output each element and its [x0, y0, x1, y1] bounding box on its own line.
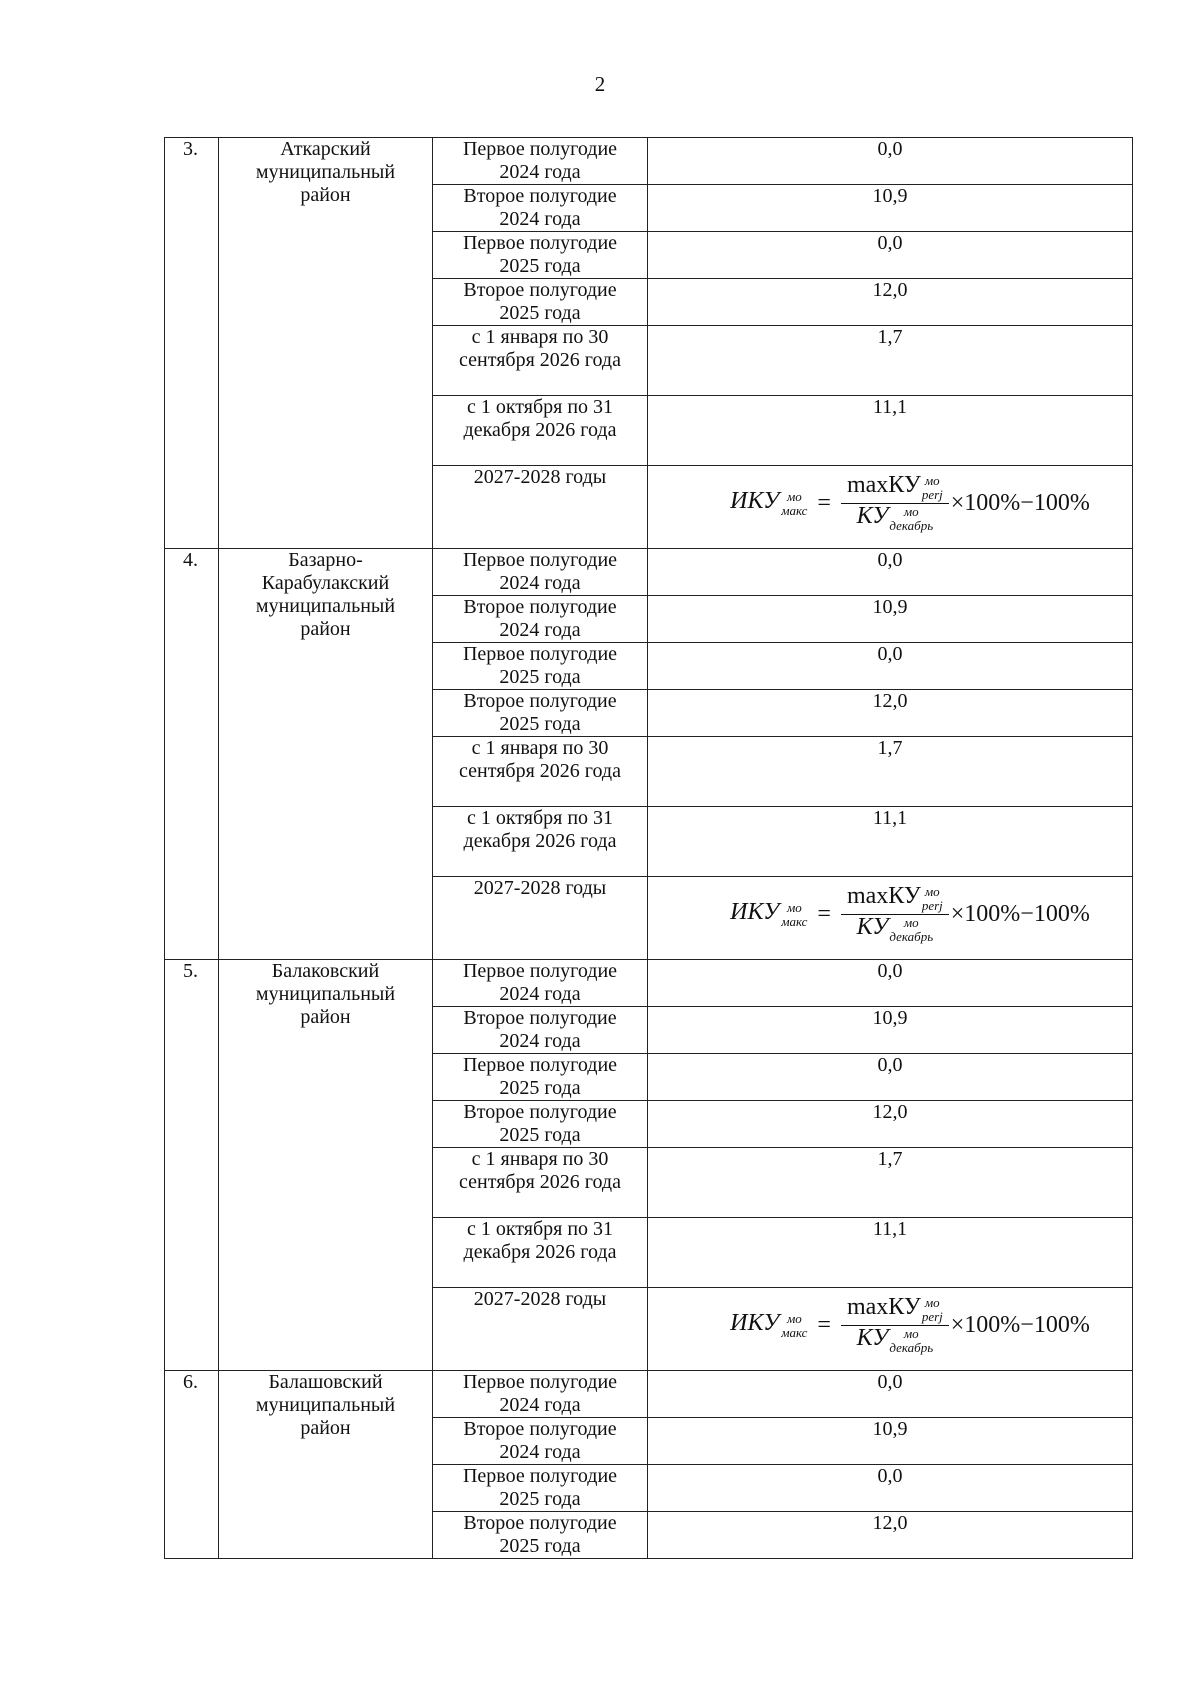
- increase-value: 0,0: [877, 138, 903, 160]
- value-cell: [648, 596, 1133, 643]
- value-cell: [648, 549, 1133, 596]
- period-cell: [433, 232, 648, 279]
- row-number: 4.: [165, 549, 219, 960]
- formula-denominator-sub: декабрь: [889, 929, 934, 944]
- period-label: Первое полугодие 2025 года: [462, 1054, 618, 1099]
- value-cell: [648, 877, 1133, 960]
- formula-numerator-sup: мо: [924, 473, 940, 488]
- period-cell: [433, 1148, 648, 1218]
- value-cell: [648, 1465, 1133, 1512]
- formula-denominator: КУ: [856, 914, 889, 940]
- value-cell: [648, 232, 1133, 279]
- period-label: Первое полугодие 2024 года: [462, 138, 618, 183]
- increase-value: 12,0: [872, 690, 908, 712]
- period-label: 2027-2028 годы: [473, 877, 607, 899]
- period-cell: [433, 1054, 648, 1101]
- increase-value: 11,1: [872, 1218, 908, 1240]
- formula-numerator-sub: perj: [921, 1309, 943, 1324]
- formula-tail: ×100%−100%: [950, 1312, 1090, 1338]
- formula-fraction: [841, 1296, 949, 1355]
- increase-value: 0,0: [877, 643, 903, 665]
- period-label: Первое полугодие 2024 года: [462, 1371, 618, 1416]
- formula-denominator-sup: мо: [903, 915, 919, 930]
- value-cell: [648, 960, 1133, 1007]
- municipality-name: Балаковский муниципальный район: [255, 960, 396, 1028]
- formula-denominator: КУ: [856, 1325, 889, 1351]
- row-number: 3.: [165, 138, 219, 549]
- increase-value: 12,0: [872, 279, 908, 301]
- formula-denominator-sub: декабрь: [889, 518, 934, 533]
- table-row: [165, 138, 1133, 185]
- formula-lhs-main: ИКУ: [730, 487, 780, 514]
- period-cell: [433, 877, 648, 960]
- period-cell: [433, 960, 648, 1007]
- formula-lhs-sub: макс: [781, 913, 808, 929]
- municipality-name-cell: [219, 549, 433, 960]
- increase-value: 1,7: [877, 1148, 903, 1170]
- period-label: Второе полугодие 2025 года: [463, 1512, 617, 1557]
- ikumax-formula: [648, 474, 1132, 533]
- formula-lhs-sup: мо: [786, 488, 802, 504]
- formula-lhs-main: ИКУ: [730, 1309, 780, 1336]
- row-number: 5.: [165, 960, 219, 1371]
- value-cell: [648, 185, 1133, 232]
- formula-fraction: [841, 885, 949, 944]
- increase-value: 11,1: [872, 396, 908, 418]
- period-cell: [433, 1101, 648, 1148]
- period-cell: [433, 279, 648, 326]
- period-cell: [433, 326, 648, 396]
- increase-value: 12,0: [872, 1101, 908, 1123]
- municipality-name: Базарно-Карабулакский муниципальный район: [255, 549, 396, 640]
- formula-numerator: maxКУ: [846, 1294, 921, 1320]
- value-cell: [648, 643, 1133, 690]
- period-label: Второе полугодие 2025 года: [463, 690, 617, 735]
- value-cell: [648, 1371, 1133, 1418]
- value-cell: [648, 279, 1133, 326]
- value-cell: [648, 1218, 1133, 1288]
- value-cell: [648, 138, 1133, 185]
- period-label: Первое полугодие 2024 года: [462, 960, 618, 1005]
- period-cell: [433, 807, 648, 877]
- value-cell: [648, 1418, 1133, 1465]
- formula-lhs-main: ИКУ: [730, 898, 780, 925]
- period-label: Первое полугодие 2025 года: [462, 232, 618, 277]
- formula-lhs: [730, 487, 808, 518]
- increase-value: 10,9: [872, 1418, 908, 1440]
- increase-value: 0,0: [877, 232, 903, 254]
- formula-equals: =: [817, 490, 831, 516]
- increase-value: 1,7: [877, 737, 903, 759]
- page-number: 2: [594, 72, 606, 96]
- formula-lhs-sup: мо: [786, 1310, 802, 1326]
- value-cell: [648, 1512, 1133, 1559]
- period-cell: [433, 1465, 648, 1512]
- period-cell: [433, 643, 648, 690]
- formula-fraction: [841, 474, 949, 533]
- value-cell: [648, 1054, 1133, 1101]
- value-cell: [648, 1148, 1133, 1218]
- formula-tail: ×100%−100%: [950, 901, 1090, 927]
- period-label: с 1 октября по 31 декабря 2026 года: [463, 807, 617, 852]
- formula-numerator: maxКУ: [846, 472, 921, 498]
- period-cell: [433, 737, 648, 807]
- increase-value: 0,0: [877, 549, 903, 571]
- period-label: Первое полугодие 2025 года: [462, 643, 618, 688]
- period-label: Первое полугодие 2025 года: [462, 1465, 618, 1510]
- period-cell: [433, 396, 648, 466]
- formula-tail: ×100%−100%: [950, 490, 1090, 516]
- period-cell: [433, 596, 648, 643]
- formula-denominator-sup: мо: [903, 1326, 919, 1341]
- municipality-name-cell: [219, 960, 433, 1371]
- table-row: [165, 960, 1133, 1007]
- period-cell: [433, 1288, 648, 1371]
- value-cell: [648, 690, 1133, 737]
- period-cell: [433, 1218, 648, 1288]
- period-label: с 1 января по 30 сентября 2026 года: [459, 326, 621, 371]
- period-cell: [433, 690, 648, 737]
- table-row: [165, 549, 1133, 596]
- municipality-name: Балашовский муниципальный район: [255, 1371, 396, 1439]
- formula-lhs: [730, 898, 808, 929]
- period-label: с 1 октября по 31 декабря 2026 года: [463, 396, 617, 441]
- period-label: Второе полугодие 2024 года: [463, 1418, 617, 1463]
- value-cell: [648, 1101, 1133, 1148]
- period-label: Второе полугодие 2024 года: [463, 1007, 617, 1052]
- value-cell: [648, 466, 1133, 549]
- formula-numerator: maxКУ: [846, 883, 921, 909]
- formula-denominator: КУ: [856, 503, 889, 529]
- period-label: с 1 октября по 31 декабря 2026 года: [463, 1218, 617, 1263]
- municipality-name-cell: [219, 138, 433, 549]
- period-label: Второе полугодие 2024 года: [463, 185, 617, 230]
- period-cell: [433, 1007, 648, 1054]
- increase-value: 0,0: [877, 1465, 903, 1487]
- ikumax-formula: [648, 1296, 1132, 1355]
- period-label: Второе полугодие 2024 года: [463, 596, 617, 641]
- formula-equals: =: [817, 1312, 831, 1338]
- period-cell: [433, 466, 648, 549]
- period-cell: [433, 1512, 648, 1559]
- period-label: с 1 января по 30 сентября 2026 года: [459, 1148, 621, 1193]
- municipality-name: Аткарский муниципальный район: [255, 138, 396, 206]
- formula-denominator-sub: декабрь: [889, 1340, 934, 1355]
- formula-numerator-sub: perj: [921, 898, 943, 913]
- period-label: с 1 января по 30 сентября 2026 года: [459, 737, 621, 782]
- formula-numerator-sup: мо: [924, 1295, 940, 1310]
- row-number: 6.: [165, 1371, 219, 1559]
- value-cell: [648, 807, 1133, 877]
- ikumax-formula: [648, 885, 1132, 944]
- formula-denominator-sup: мо: [903, 504, 919, 519]
- period-label: 2027-2028 годы: [473, 1288, 607, 1310]
- increase-value: 0,0: [877, 1054, 903, 1076]
- increase-value: 12,0: [872, 1512, 908, 1534]
- value-cell: [648, 396, 1133, 466]
- period-label: Первое полугодие 2024 года: [462, 549, 618, 594]
- formula-equals: =: [817, 901, 831, 927]
- period-label: Второе полугодие 2025 года: [463, 279, 617, 324]
- increase-value: 11,1: [872, 807, 908, 829]
- formula-lhs-sub: макс: [781, 502, 808, 518]
- period-cell: [433, 549, 648, 596]
- increase-value: 0,0: [877, 960, 903, 982]
- period-label: 2027-2028 годы: [473, 466, 607, 488]
- value-cell: [648, 737, 1133, 807]
- formula-lhs: [730, 1309, 808, 1340]
- value-cell: [648, 1007, 1133, 1054]
- increase-value: 10,9: [872, 596, 908, 618]
- increase-value: 10,9: [872, 185, 908, 207]
- formula-lhs-sup: мо: [786, 899, 802, 915]
- period-label: Второе полугодие 2025 года: [463, 1101, 617, 1146]
- period-cell: [433, 1371, 648, 1418]
- formula-numerator-sup: мо: [924, 884, 940, 899]
- period-cell: [433, 1418, 648, 1465]
- municipality-name-cell: [219, 1371, 433, 1559]
- increase-value: 1,7: [877, 326, 903, 348]
- period-cell: [433, 138, 648, 185]
- formula-lhs-sub: макс: [781, 1324, 808, 1340]
- increase-value: 0,0: [877, 1371, 903, 1393]
- increase-value: 10,9: [872, 1007, 908, 1029]
- formula-numerator-sub: perj: [921, 487, 943, 502]
- value-cell: [648, 1288, 1133, 1371]
- value-cell: [648, 326, 1133, 396]
- table-row: [165, 1371, 1133, 1418]
- period-cell: [433, 185, 648, 232]
- tariff-limits-table: [164, 137, 1133, 1559]
